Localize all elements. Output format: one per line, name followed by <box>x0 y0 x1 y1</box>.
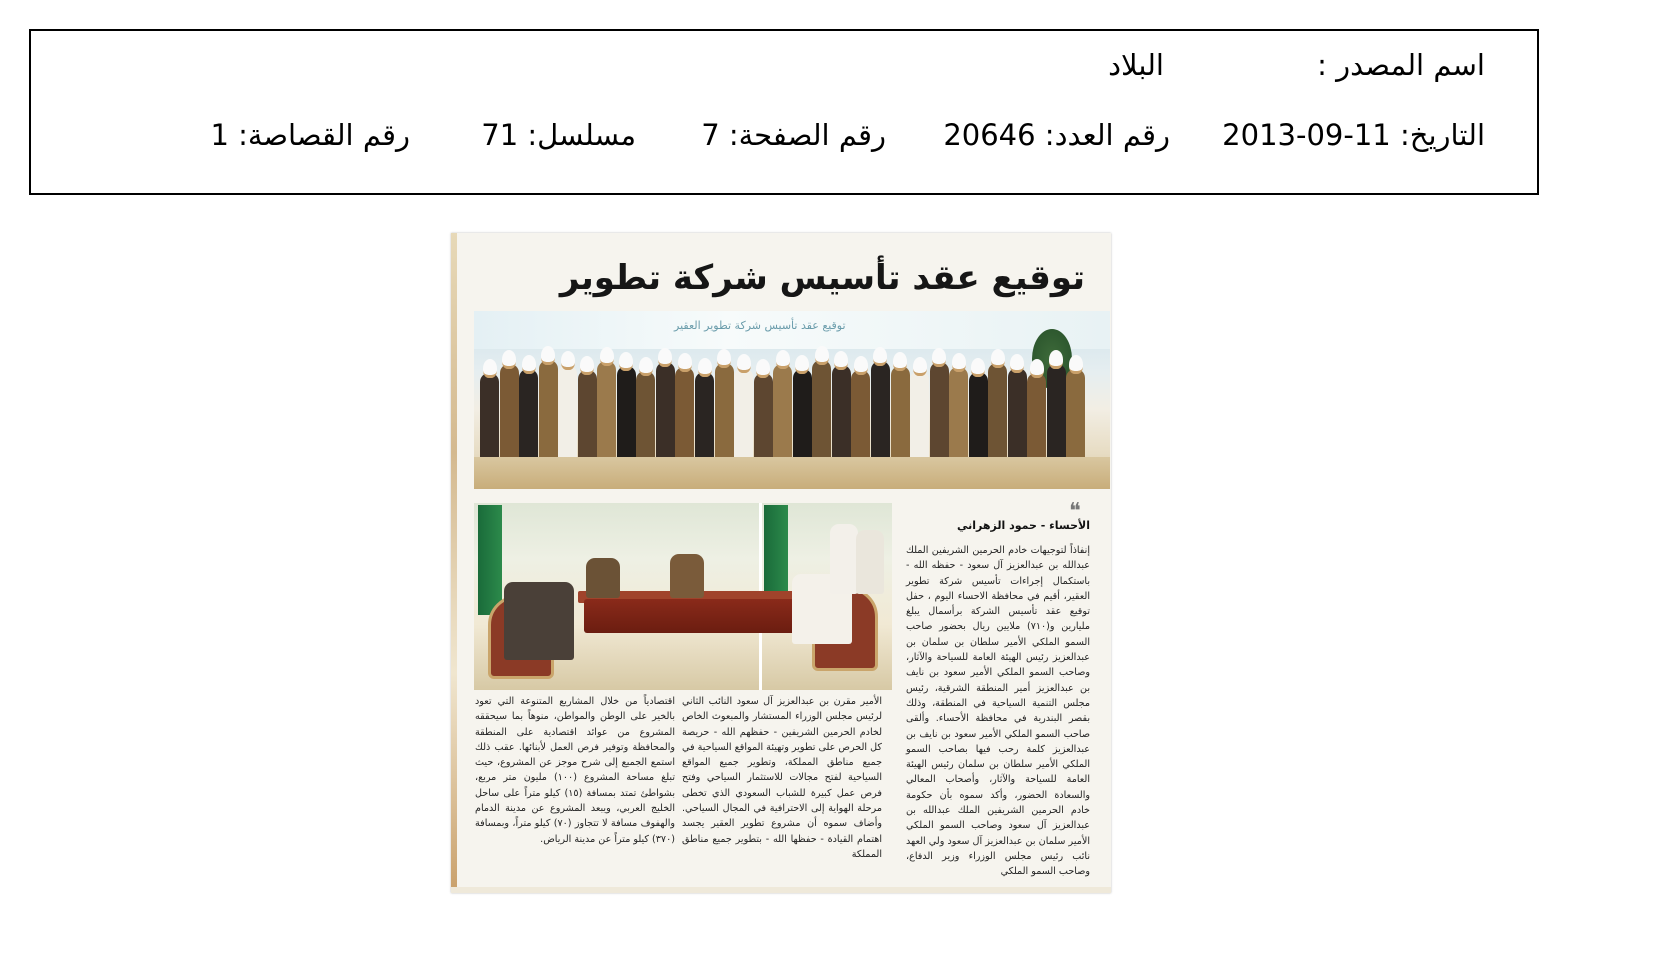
group-member <box>851 370 870 465</box>
group-member <box>617 366 636 465</box>
group-member <box>773 364 792 465</box>
group-member <box>519 369 538 465</box>
flag-left <box>478 505 502 615</box>
group-member <box>969 372 988 465</box>
group-member-headdress <box>854 356 868 375</box>
group-member <box>715 363 734 465</box>
clipping-edge <box>451 233 457 893</box>
group-member-headdress <box>1069 355 1083 374</box>
group-member-headdress <box>815 346 829 365</box>
group-member-headdress <box>952 353 966 372</box>
newspaper-clipping <box>451 233 1111 893</box>
group-member-headdress <box>913 357 927 376</box>
group-member-headdress <box>1030 359 1044 378</box>
group-member <box>754 373 773 465</box>
group-member <box>1027 373 1046 465</box>
guest-1 <box>586 558 620 598</box>
group-member-headdress <box>522 355 536 374</box>
issue-field: رقم العدد: 20646 <box>943 118 1170 152</box>
group-member-headdress <box>893 352 907 371</box>
group-member <box>1047 364 1066 465</box>
group-member <box>656 362 675 465</box>
group-member-headdress <box>991 349 1005 368</box>
photo-banner-text: توقيع عقد تأسيس شركة تطوير العقير <box>674 319 846 332</box>
group-member <box>949 367 968 465</box>
clipping-bottom-edge <box>451 887 1111 893</box>
group-member-headdress <box>600 347 614 366</box>
source-label: اسم المصدر : <box>1317 48 1485 82</box>
group-member-headdress <box>639 357 653 376</box>
column-middle-text: الأمير مقرن بن عبدالعزيز آل سعود النائب الثاني لرئيس مجلس الوزراء المستشار والمبعوث الخاص لخادم الحرمين الشريفين - حفظهم الله - حريصة كل الحرص على تطوير وتهيئة المواقع السياحية في جميع مناطق المملكة، وتطوير جميع المواقع السياحية لفتح مجالات للاستثمار السياحي وفتح فرص عمل كبيرة للشباب السعودي الذي تخطى مرحلة الهواية إلى الاحترافية في المجال السياحي. وأضاف سموه أن مشروع تطوير العقير يجسد اهتمام القيادة - حفظها الله - بتطوير جميع مناطق المملكة <box>682 696 882 860</box>
group-member-headdress <box>580 356 594 375</box>
group-member <box>578 370 597 465</box>
clip-number-field: رقم القصاصة: 1 <box>210 118 410 152</box>
group-member-headdress <box>932 348 946 367</box>
guest-3 <box>830 524 858 594</box>
metadata-box <box>29 29 1539 195</box>
column-right-text: إنفاذاً لتوجيهات خادم الحرمين الشريفين الملك عبدالله بن عبدالعزيز آل سعود - حفظه الله - باستكمال إجراءات تأسيس شركة تطوير العقير، أقيم في محافظة الاحساء اليوم ، حفل توقيع عقد تأسيس الشركة برأسمال يبلغ مليارين و(٧١٠) ملايين ريال بحضور صاحب السمو الملكي الأمير سلطان بن سلمان بن عبدالعزيز رئيس الهيئة العامة للسياحة والآثار، وصاحب السمو الملكي الأمير سعود بن نايف بن عبدالعزيز أمير المنطقة الشرقية، رئيس مجلس التنمية السياحية في المنطقة، وذلك بقصر البندرية في محافظة الأحساء. وألقى صاحب السمو الملكي الأمير سعود بن نايف بن عبدالعزيز كلمة رحب فيها بصاحب السمو الملكي الأمير سلطان بن سلمان رئيس الهيئة العامة للسياحة والآثار، وأصحاب المعالي والسعادة الحضور، وأكد سموه بأن حكومة خادم الحرمين الشريفين الملك عبدالله بن عبدالعزيز آل سعود وصاحب السمو الملكي الأمير سلمان بن عبدالعزيز آل سعود ولي العهد نائب رئيس مجلس الوزراء وزير الدفاع، وصاحب السمو الملكي <box>906 545 1090 878</box>
group-member <box>675 367 694 465</box>
group-member <box>558 365 577 465</box>
article-column-middle <box>682 694 882 862</box>
group-member-headdress <box>737 354 751 373</box>
group-member <box>1008 368 1027 465</box>
guest-4 <box>856 530 884 594</box>
group-member <box>1066 369 1085 465</box>
group-member-headdress <box>971 358 985 377</box>
article-column-right <box>906 543 1090 880</box>
signer-left <box>504 582 574 660</box>
group-member-headdress <box>834 351 848 370</box>
group-member <box>539 360 558 465</box>
group-member <box>734 368 753 465</box>
group-member <box>500 364 519 465</box>
group-member-headdress <box>561 351 575 370</box>
group-member-headdress <box>698 358 712 377</box>
group-member-headdress <box>1010 354 1024 373</box>
group-member <box>988 363 1007 465</box>
group-member-headdress <box>756 359 770 378</box>
article-column-left <box>475 694 675 847</box>
article-byline: الأحساء - حمود الزهراني <box>957 519 1090 532</box>
group-member <box>891 366 910 465</box>
group-member-headdress <box>776 350 790 369</box>
carpet <box>474 457 1110 489</box>
group-member <box>930 362 949 465</box>
group-member-headdress <box>541 346 555 365</box>
group-member <box>695 372 714 465</box>
guest-2 <box>670 554 704 598</box>
group-member-headdress <box>502 350 516 369</box>
group-member <box>832 365 851 465</box>
source-value: البلاد <box>1108 48 1164 82</box>
group-member <box>871 361 890 465</box>
group-member <box>597 361 616 465</box>
group-member-headdress <box>678 353 692 372</box>
group-member <box>480 373 499 465</box>
group-member-headdress <box>717 349 731 368</box>
group-member-headdress <box>619 352 633 371</box>
group-member-headdress <box>873 347 887 366</box>
date-field: التاريخ: 11-09-2013 <box>1222 118 1485 152</box>
signing-photo <box>474 503 892 690</box>
group-photo <box>474 311 1110 489</box>
group-member <box>812 360 831 465</box>
group-member <box>793 369 812 465</box>
group-member-headdress <box>483 359 497 378</box>
page-field: رقم الصفحة: 7 <box>701 118 886 152</box>
group-member <box>636 371 655 465</box>
column-left-text: اقتصادياً من خلال المشاريع المتنوعة التي تعود بالخير على الوطن والمواطن، منوهاً بما سيحققه المشروع من عوائد اقتصادية على المنطقة والمحافظة وتوفير فرص العمل لأبنائها. عقب ذلك استمع الجميع إلى شرح موجز عن المشروع، حيث تبلغ مساحة المشروع (١٠٠) مليون متر مربع، بشواطئ تمتد بمسافة (١٥) كيلو متراً على ساحل الخليج العربي، ويبعد المشروع عن مدينة الدمام والهفوف مسافة لا تتجاوز (٧٠) كيلو متراً، وبمسافة (٣٧٠) كيلو متراً عن مدينة الرياض. <box>475 696 676 845</box>
quote-mark: ❝ <box>1069 499 1081 524</box>
photo-banner <box>474 311 1110 349</box>
group-member-headdress <box>795 355 809 374</box>
serial-field: مسلسل: 71 <box>481 118 636 152</box>
group-member-headdress <box>1049 350 1063 369</box>
article-headline: توقيع عقد تأسيس شركة تطوير <box>559 258 1085 298</box>
group-member-headdress <box>658 348 672 367</box>
group-member <box>910 371 929 465</box>
